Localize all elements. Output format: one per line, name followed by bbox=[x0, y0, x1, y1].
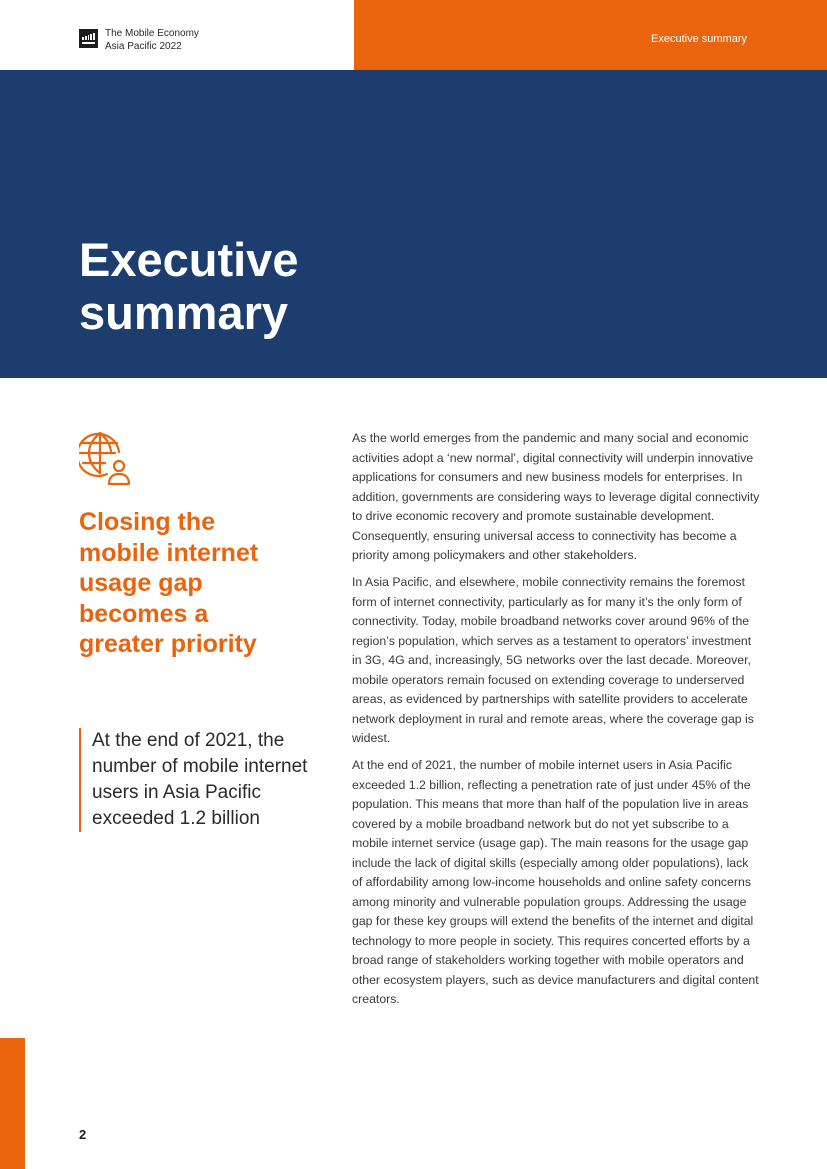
hero-banner bbox=[0, 70, 827, 378]
subheading-line: usage gap bbox=[79, 569, 203, 597]
quote-line: exceeded 1.2 billion bbox=[92, 808, 260, 829]
subheading-line: mobile internet bbox=[79, 538, 259, 567]
report-brand bbox=[105, 28, 199, 53]
sidebar-subheading bbox=[79, 507, 329, 660]
body-paragraph-2: In Asia Pacific, and elsewhere, mobile connectivity remains the foremost form of internet connectivity, particularly as for many it’s the only form of connectivity. Today, mobile broadband networks cover around 96% of the region’s population, which serves as a testament to operators’ investment in 3G, 4G and, increasingly, 5G networks over the last decade. Moreover, mobile operators remain focused on extending coverage to underserved areas, as evidenced by partnerships with satellite providers to accelerate network deployment in rural and remote areas, where the coverage gap is widest. bbox=[352, 575, 754, 745]
quote-line: number of mobile internet bbox=[92, 756, 308, 777]
header-section-bar bbox=[354, 0, 827, 70]
subheading-line: greater priority bbox=[79, 630, 257, 658]
subheading-line: becomes a bbox=[79, 599, 209, 628]
section-label: Executive summary bbox=[651, 33, 747, 45]
body-paragraph-1: As the world emerges from the pandemic and many social and economic activities adopt a ‘new normal’, digital connectivity will underpin innovative applications for consumers and new business models for enterprises. In addition, governments are considering ways to leverage digital connectivity to drive economic recovery and promote sustainable development. Consequently, ensuring universal access to connectivity has become a priority among policymakers and other stakeholders. bbox=[352, 431, 760, 562]
body-paragraph-3: At the end of 2021, the number of mobile internet users in Asia Pacific exceeded 1.2 billion, reflecting a penetration rate of just under 45% of the population. This means that more than half of the population live in areas covered by a mobile broadband network but do not yet subscribe to a mobile internet service (usage gap). The main reasons for the usage gap include the lack of digital skills (especially among older populations), lack of affordability among low-income households and online safety concerns among minority and vulnerable population groups. Addressing the usage gap for these key groups will extend the benefits of the internet and digital technology to more people in society. This requires concerted efforts by a broad range of stakeholders working together with mobile operators and other ecosystem players, such as device manufacturers and digital content creators. bbox=[352, 758, 759, 1006]
globe-user-icon bbox=[79, 432, 131, 486]
subheading-line: Closing the bbox=[79, 508, 216, 536]
decorative-orange-strip bbox=[0, 1038, 25, 1169]
header-left-panel bbox=[0, 0, 354, 70]
page-title bbox=[79, 233, 479, 339]
page-number: 2 bbox=[79, 1127, 87, 1142]
page-title-line-2: summary bbox=[79, 286, 288, 339]
body-text bbox=[352, 429, 762, 1017]
quote-line: At the end of 2021, the bbox=[92, 730, 285, 751]
brand-line-1: The Mobile Economy bbox=[105, 28, 199, 39]
gsma-logo-icon bbox=[79, 29, 98, 48]
pull-quote bbox=[79, 728, 339, 832]
brand-line-2: Asia Pacific 2022 bbox=[105, 40, 182, 52]
quote-line: users in Asia Pacific bbox=[92, 782, 261, 803]
page-title-line-1: Executive bbox=[79, 233, 299, 286]
